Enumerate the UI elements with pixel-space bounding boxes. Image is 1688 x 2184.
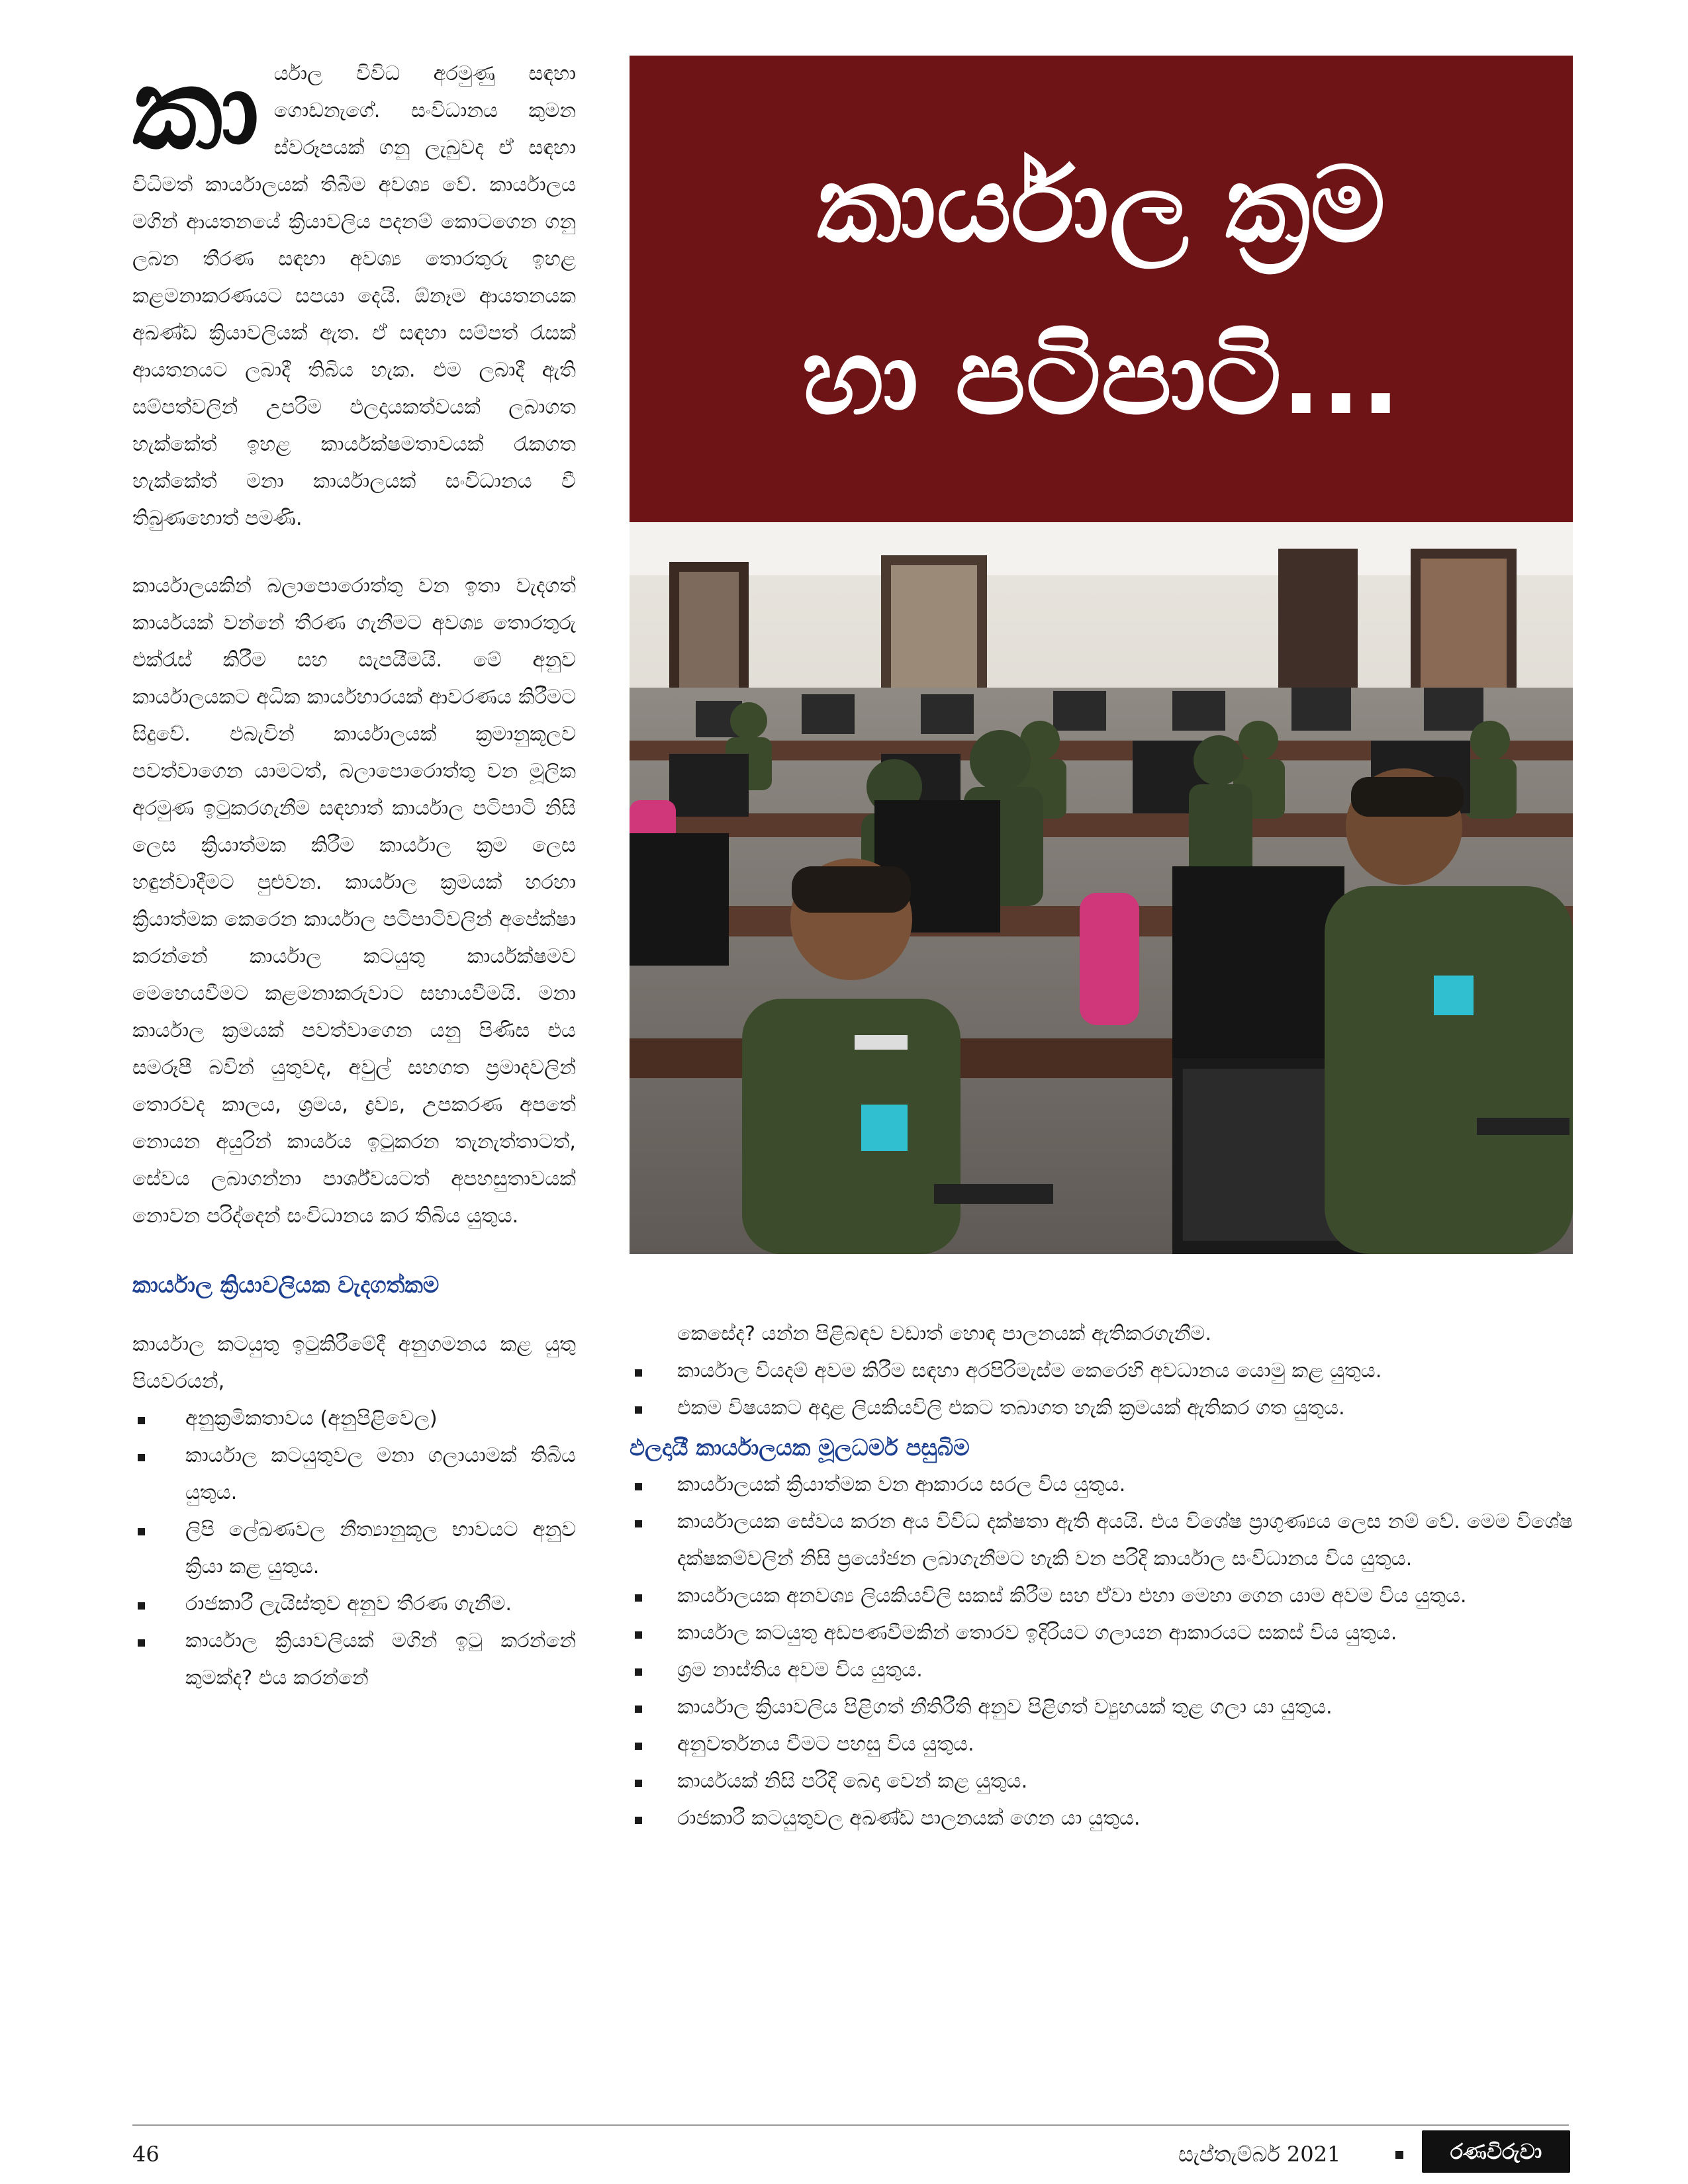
title-banner	[630, 56, 1573, 522]
list-item: ලිපි ලේඛණවල නීත්‍යානුකූල භාවයට අනුව ක්‍රියා කළ යුතුය.	[132, 1512, 576, 1586]
title-line-1: කාර්යාල ක්‍රම	[817, 144, 1385, 266]
subheading-importance: කාර්යාල ක්‍රියාවලියක වැදගත්කම	[132, 1272, 440, 1298]
issue-date: සැප්තැම්බර් 2021	[1178, 2142, 1341, 2167]
bullet-square-icon	[1395, 2151, 1403, 2159]
right-column	[630, 1316, 1573, 1837]
list-item: කාර්යාලයක අනවශ්‍ය ලියකියවිලි සකස් කිරීම සහ ඒවා එහා මෙහා ගෙන යාම අවම විය යුතුය.	[630, 1578, 1573, 1615]
page-number: 46	[132, 2142, 160, 2167]
list-item: අනුවර්තනය වීමට පහසු විය යුතුය.	[630, 1726, 1573, 1763]
office-photo	[630, 522, 1573, 1254]
intro-paragraph	[132, 44, 576, 537]
list-item: එකම විෂයකට අදාළ ලියකියවිලි එකට තබාගත හැකි ක්‍රමයක් ඇතිකර ගත යුතුය.	[630, 1390, 1573, 1427]
intro-text: ර්යාල විවිධ අරමුණු සඳහා ගොඩනැගේ. සංවිධානය කුමන ස්වරූපයක් ගනු ලැබුවද ඒ සඳහා විධිමත් කාර්යාලයක් තිබීම අවශ්‍ය වේ. කාර්යාලය මගින් ආයතනයේ ක්‍රියාවලිය පදනම් කොටගෙන ගනු ලබන තීරණ සඳහා අවශ්‍ය තොරතුරු ඉහළ කළමනාකරණයට සපයා දෙයි. ඕනෑම ආයතනයක අඛණ්ඩ ක්‍රියාවලියක් ඇත. ඒ සඳහා සම්පත් රැසක් ආයතනයට ලබාදී තිබිය හැක. එම ලබාදී ඇති සම්පත්වලින් උපරිම ඵලදායකත්වයක් ලබාගත හැක්කේත් ඉහළ කාර්යක්ෂමතාවයක් රැකගත හැක්කේත් මනා කාර්යාලයක් සංවිධානය වී තිබුණහොත් පමණි.	[132, 62, 576, 530]
list-item: කාර්යාලයක් ක්‍රියාත්මක වන ආකාරය සරල විය යුතුය.	[630, 1467, 1573, 1504]
magazine-logo: රණවිරුවා	[1422, 2130, 1570, 2173]
list-item: කාර්යාල කටයුතුවල මනා ගලායාමක් තිබිය යුතුය.	[132, 1437, 576, 1512]
list-item: කාර්යාලයක සේවය කරන අය විවිධ දක්ෂතා ඇති අයයි. එය විශේෂ ප්‍රාගුණ්‍යය ලෙස නම් වේ. මෙම විශේෂ දක්ෂකම්වලින් නිසි ප්‍රයෝජන ලබාගැනීමට හැකි වන පරිදි කාර්යාල සංවිධානය විය යුතුය.	[630, 1504, 1573, 1578]
list-item: කාර්යාල ක්‍රියාවලියක් මගින් ඉටු කරන්නේ කුමක්ද? එය කරන්නේ	[132, 1623, 576, 1697]
continuation-text: කෙසේද? යන්න පිළිබඳව වඩාත් හොඳ පාලනයක් ඇතිකරගැනීම.	[677, 1322, 1212, 1345]
right-bullet-list-b	[630, 1467, 1573, 1837]
list-item: අනුක්‍රමිකතාවය (අනුපිළිවෙල)	[132, 1400, 576, 1437]
list-item: කාර්යාල ක්‍රියාවලිය පිළිගත් නීතිරීති අනුව පිළිගත් ව්‍යුහයක් තුළ ගලා යා යුතුය.	[630, 1689, 1573, 1726]
left-column	[132, 44, 576, 1697]
left-bullet-list	[132, 1400, 576, 1697]
subheading-principles: ඵලදායී කාර්යාලයක මූලධර්ම පසුබිම	[630, 1435, 970, 1461]
drop-cap: කා	[132, 44, 257, 174]
list-item: ශ්‍රම නාස්තිය අවම විය යුතුය.	[630, 1652, 1573, 1689]
list-item: රාජකාරී කටයුතුවල අඛණ්ඩ පාලනයක් ගෙන යා යුතුය.	[630, 1800, 1573, 1837]
body-paragraph-3: කාර්යාල කටයුතු ඉටුකිරීමේදී අනුගමනය කළ යුතු පියවරයන්,	[132, 1333, 576, 1393]
body-paragraph-2: කාර්යාලයකින් බලාපොරොත්තු වන ඉතා වැදගත් කාර්යයක් වන්නේ තීරණ ගැනීමට අවශ්‍ය තොරතුරු එක්රැස් කිරීම සහ සැපයීමයි. මේ අනුව කාර්යාලයකට අධික කාර්යභාරයක් ආවරණය කිරීමට සිදුවේ. එබැවින් කාර්යාලයක් ක්‍රමානුකූලව පවත්වාගෙන යාමටත්, බලාපොරොත්තු වන මූලික අරමුණ ඉටුකරගැනීම සඳහාත් කාර්යාල පටිපාටි නිසි ලෙස ක්‍රියාත්මක කිරීම කාර්යාල ක්‍රම ලෙස හඳුන්වාදීමට පුළුවන. කාර්යාල ක්‍රමයක් හරහා ක්‍රියාත්මක කෙරෙන කාර්යාල පටිපාටිවලින් අපේක්ෂා කරන්නේ කාර්යාල කටයුතු කාර්යක්ෂමව මෙහෙයවීමට කළමනාකරුවාට සහායවීමයි. මනා කාර්යාල ක්‍රමයක් පවත්වාගෙන යනු පිණිස එය සමරූපී බවින් යුතුවද, අවුල් සහගත ප්‍රමාදවලින් තොරවද කාලය, ශ්‍රමය, ද්‍රව්‍ය, උපකරණ අපතේ නොයන අයුරින් කාර්යය ඉටුකරන තැනැත්තාටත්, සේවය ලබාගන්නා පාර්ශ්වයටත් අපහසුතාවයක් නොවන පරිද්දෙන් සංවිධානය කර තිබිය යුතුය.	[132, 574, 576, 1228]
footer-divider	[132, 2124, 1569, 2126]
right-bullet-list-a	[630, 1353, 1573, 1427]
list-item: කාර්යයක් නිසි පරිදි බෙදා වෙන් කළ යුතුය.	[630, 1763, 1573, 1800]
title-line-2: හා පටිපාටි...	[802, 316, 1401, 438]
list-item: කාර්යාල වියදම් අවම කිරීම සඳහා අරපිරිමැස්ම කෙරෙහි අවධානය යොමු කළ යුතුය.	[630, 1353, 1573, 1390]
list-item: රාජකාරී ලැයිස්තුව අනුව තීරණ ගැනීම.	[132, 1586, 576, 1623]
office-photo-illustration	[630, 522, 1573, 1254]
list-item: කාර්යාල කටයුතු අඩපණවීමකින් තොරව ඉදිරියට ගලායන ආකාරයට සකස් විය යුතුය.	[630, 1615, 1573, 1652]
